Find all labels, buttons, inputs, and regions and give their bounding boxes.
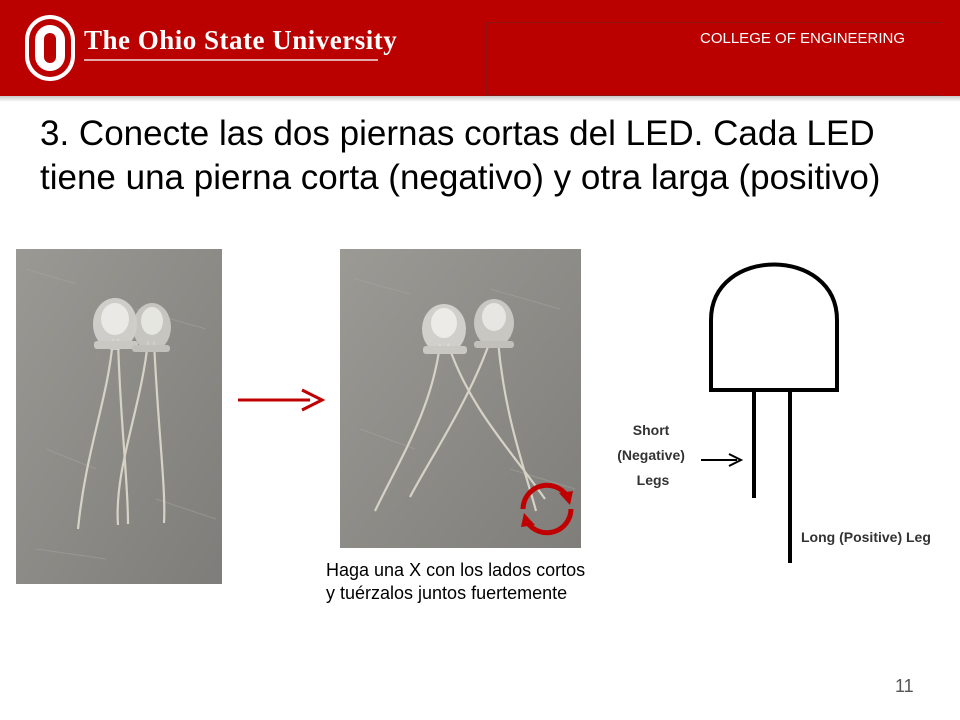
led-diagram (605, 258, 960, 576)
photo-caption: Haga una X con los lados cortos y tuérzalos juntos fuertemente (326, 560, 586, 603)
short-leg-label-line: (Negative) (617, 447, 685, 463)
page-number: 11 (895, 676, 914, 696)
block-o-logo (24, 14, 76, 82)
short-leg-label (617, 422, 689, 488)
photo-leds-separate (16, 249, 222, 584)
header-shadow (0, 96, 960, 102)
university-name: The Ohio State University (84, 25, 398, 55)
right-arrow-icon (236, 385, 326, 415)
short-leg-label-line: Short (632, 422, 670, 438)
twist-cycle-icon (515, 477, 579, 541)
led-bulb-outline (711, 265, 837, 391)
college-label: COLLEGE OF ENGINEERING (700, 30, 906, 47)
university-name-underline (84, 59, 378, 61)
long-leg-label: Long (Positive) Leg (801, 529, 931, 545)
header-bar (0, 0, 960, 96)
slide-title: 3. Conecte las dos piernas cortas del LED. Cada LED tiene una pierna corta (negativo) y otra larga (positivo) (40, 114, 881, 197)
short-leg-label-line: Legs (636, 472, 670, 488)
